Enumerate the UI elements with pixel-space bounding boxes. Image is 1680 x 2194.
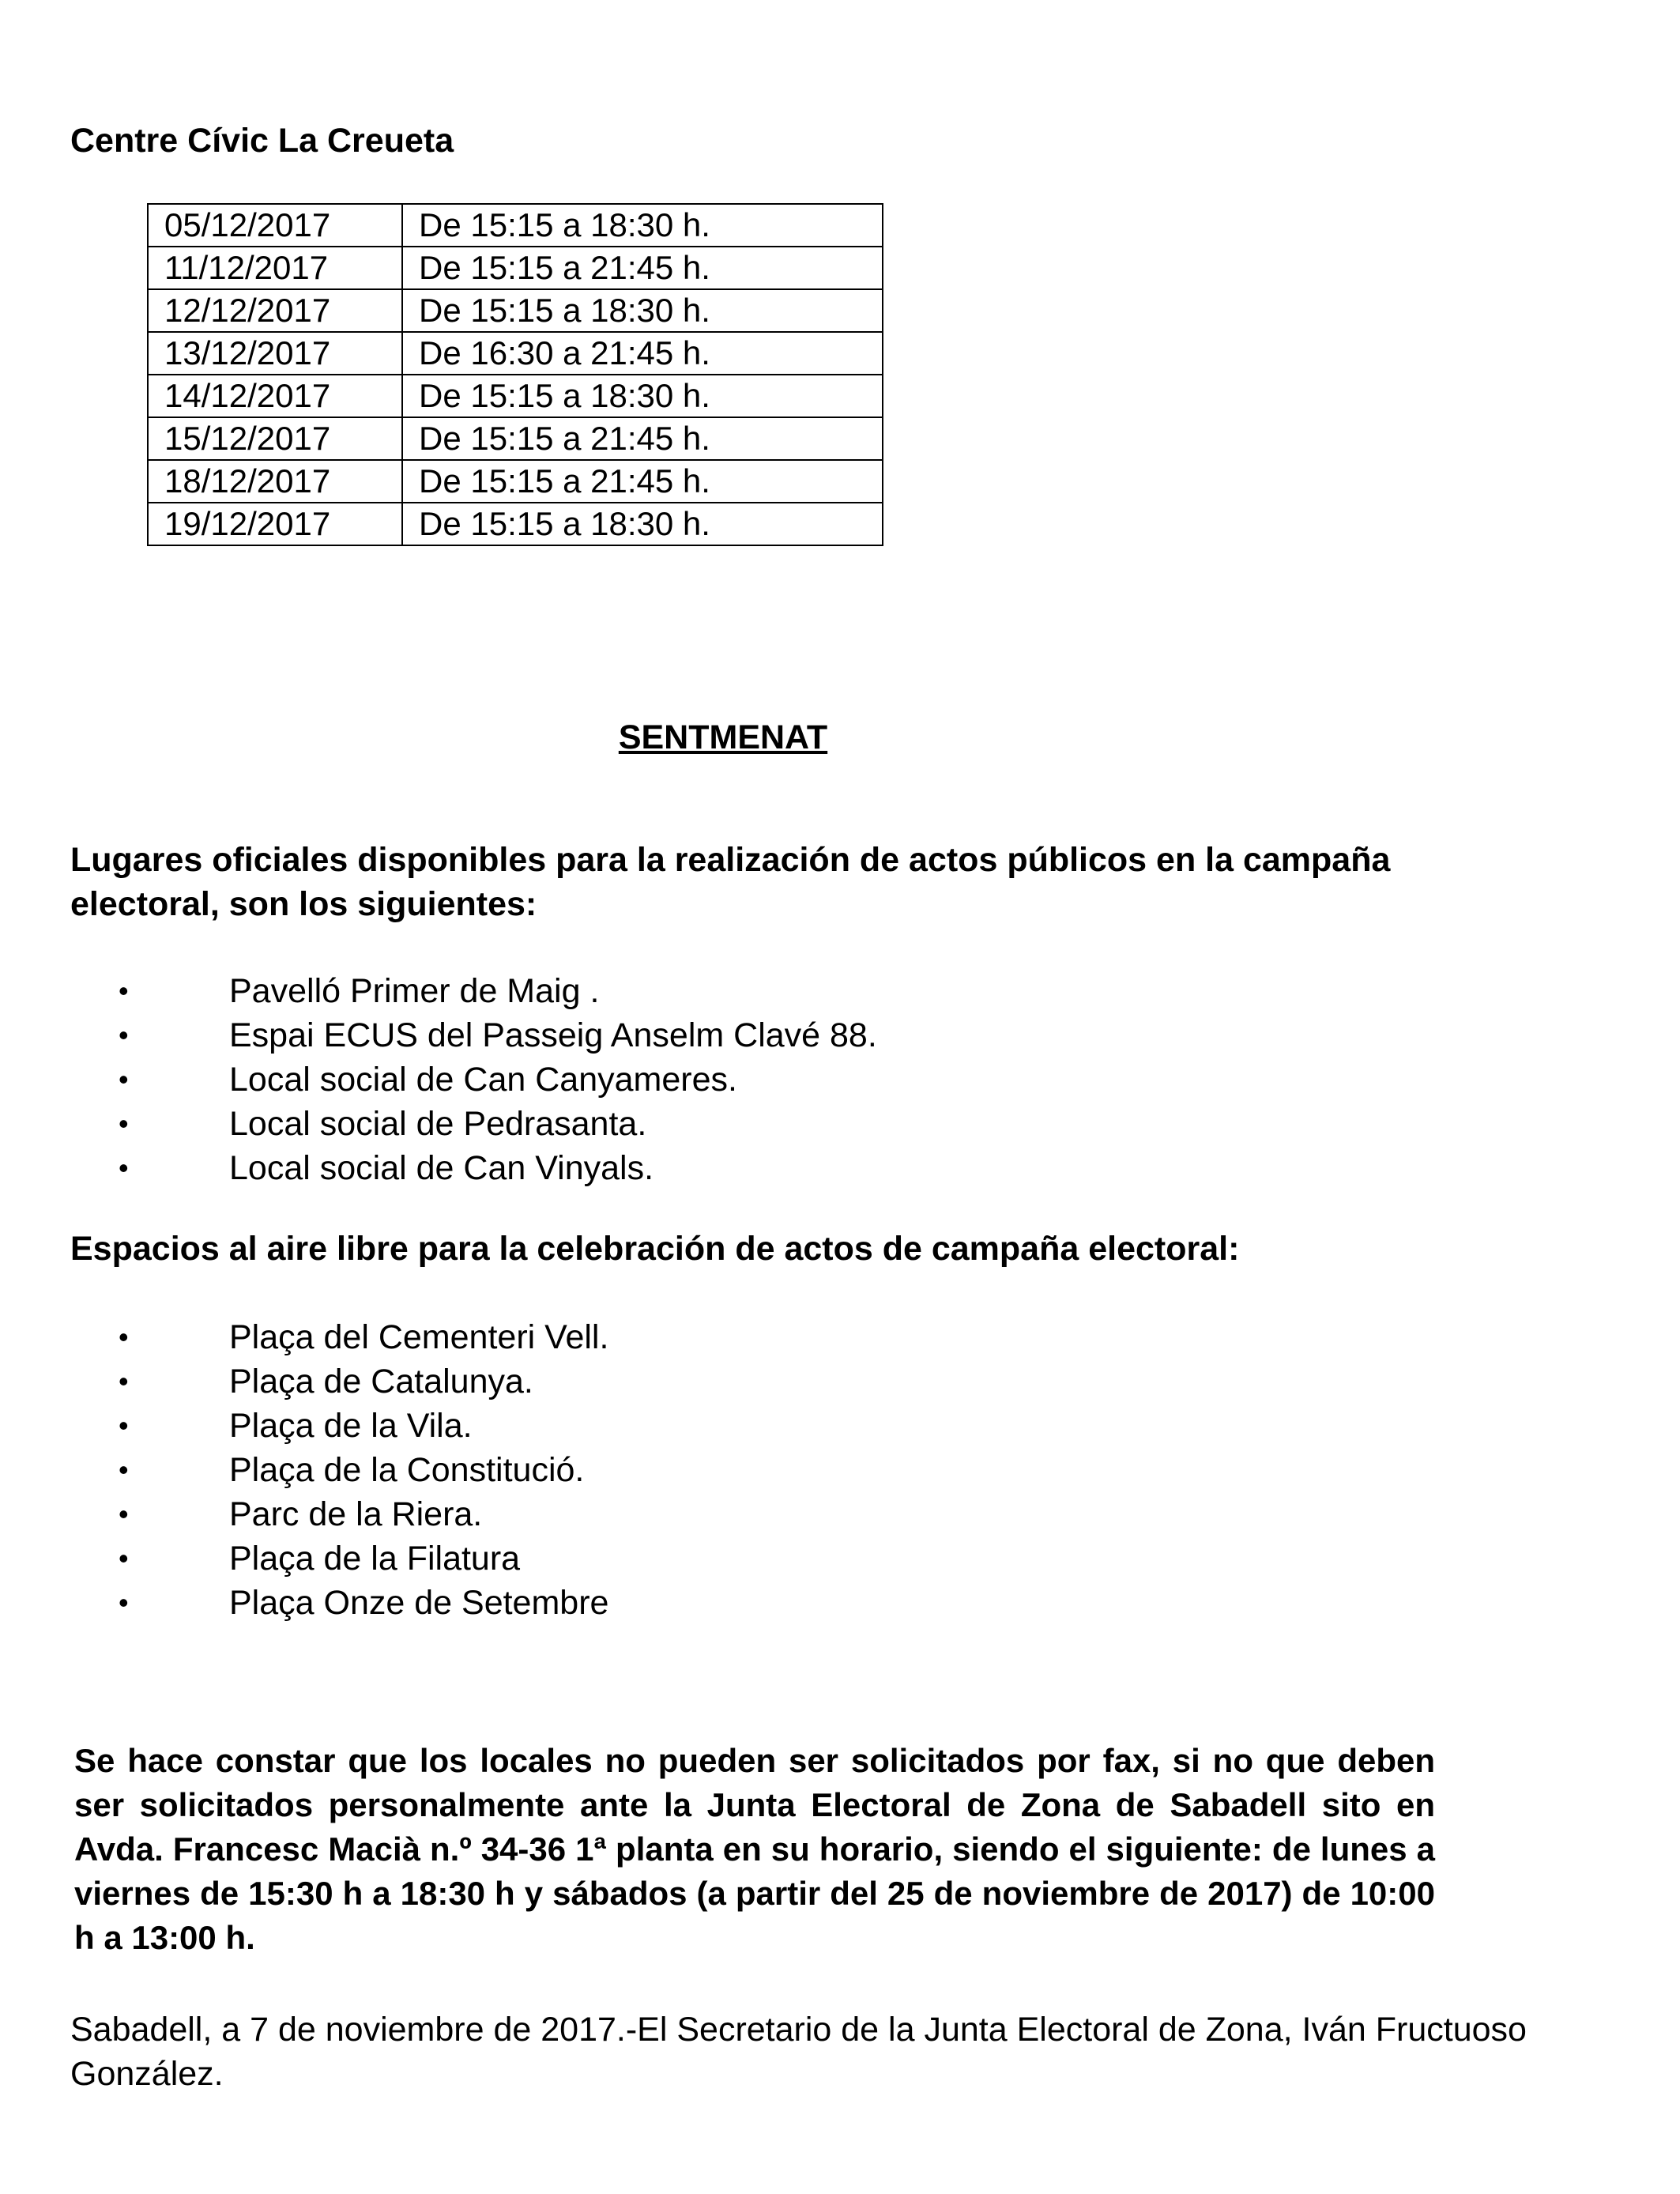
list-item-text: Espai ECUS del Passeig Anselm Clavé 88. [229,1016,877,1054]
date-cell: 05/12/2017 [148,204,402,247]
list-item [119,1492,608,1536]
table-row [148,417,883,460]
time-cell: De 15:15 a 18:30 h. [402,289,883,332]
bullet-icon: • [119,1019,129,1051]
town-heading: SENTMENAT [618,718,828,756]
list-item-text: Plaça de la Vila. [229,1407,473,1445]
time-cell: De 16:30 a 21:45 h. [402,332,883,375]
list-item [119,1102,877,1146]
outdoor-places-list [119,1315,608,1625]
list-item-text: Plaça Onze de Setembre [229,1584,609,1622]
list-item-text: Local social de Pedrasanta. [229,1105,647,1143]
list-item [119,1315,608,1359]
bullet-icon: • [119,1409,129,1442]
date-cell: 18/12/2017 [148,460,402,503]
time-cell: De 15:15 a 18:30 h. [402,375,883,417]
list-item [119,1057,877,1102]
table-row [148,289,883,332]
official-places-intro: Lugares oficiales disponibles para la realización de actos públicos en la campaña electoral, son los siguientes: [70,841,1391,923]
date-cell: 13/12/2017 [148,332,402,375]
official-places-list [119,969,877,1190]
bullet-icon: • [119,1321,129,1353]
time-cell: De 15:15 a 21:45 h. [402,460,883,503]
list-item-text: Plaça de la Filatura [229,1540,521,1578]
date-cell: 14/12/2017 [148,375,402,417]
list-item-text: Plaça del Cementeri Vell. [229,1318,609,1356]
bullet-icon: • [119,1152,129,1184]
table-row [148,460,883,503]
notice-paragraph: Se hace constar que los locales no pueden ser solicitados por fax, si no que deben ser solicitados personalmente ante la Junta Electoral de Zona de Sabadell sito en Avda. Francesc Macià n.º 34-36 1ª planta en su horario, siendo el siguiente: de lunes a viernes de 15:30 h a 18:30 h y sábados (a partir del 25 de noviembre de 2017) de 10:00 h a 13:00 h. [74,1742,1435,1956]
bullet-icon: • [119,974,129,1007]
table-row [148,332,883,375]
list-item [119,1536,608,1581]
table-row [148,375,883,417]
list-item-text: Parc de la Riera. [229,1495,483,1533]
bullet-icon: • [119,1453,129,1486]
list-item [119,1359,608,1404]
table-row [148,204,883,247]
list-item-text: Local social de Can Vinyals. [229,1149,654,1187]
bullet-icon: • [119,1498,129,1530]
closing-signature: Sabadell, a 7 de noviembre de 2017.-El Secretario de la Junta Electoral de Zona, Iván Fructuoso González. [70,2011,1527,2093]
date-cell: 15/12/2017 [148,417,402,460]
list-item-text: Local social de Can Canyameres. [229,1061,737,1099]
date-cell: 19/12/2017 [148,503,402,545]
list-item-text: Pavelló Primer de Maig . [229,972,600,1010]
time-cell: De 15:15 a 18:30 h. [402,204,883,247]
table-row [148,503,883,545]
bullet-icon: • [119,1586,129,1619]
date-cell: 12/12/2017 [148,289,402,332]
list-item-text: Plaça de la Constitució. [229,1451,585,1489]
outdoor-places-intro: Espacios al aire libre para la celebración de actos de campaña electoral: [70,1230,1240,1268]
list-item [119,1404,608,1448]
bullet-icon: • [119,1542,129,1574]
time-cell: De 15:15 a 21:45 h. [402,417,883,460]
section-title: Centre Cívic La Creueta [70,122,454,160]
list-item [119,1581,608,1625]
bullet-icon: • [119,1107,129,1140]
table-row [148,247,883,289]
list-item [119,1013,877,1057]
list-item [119,1146,877,1190]
list-item-text: Plaça de Catalunya. [229,1363,533,1400]
list-item [119,1448,608,1492]
bullet-icon: • [119,1365,129,1397]
bullet-icon: • [119,1063,129,1095]
schedule-table [147,203,883,546]
date-cell: 11/12/2017 [148,247,402,289]
list-item [119,969,877,1013]
time-cell: De 15:15 a 21:45 h. [402,247,883,289]
time-cell: De 15:15 a 18:30 h. [402,503,883,545]
